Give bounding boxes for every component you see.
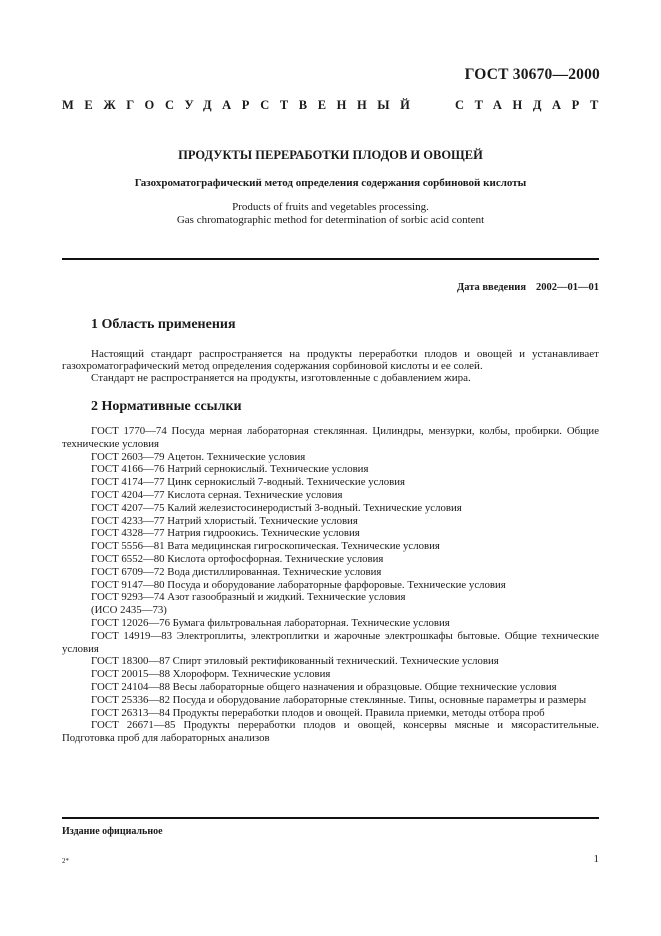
- reference-item: ГОСТ 9293—74 Азот газообразный и жидкий. Технические условия: [91, 591, 406, 604]
- references-list: [62, 425, 599, 745]
- section-heading-references: 2 Нормативные ссылки: [91, 399, 242, 414]
- reference-item: ГОСТ 6552—80 Кислота ортофосфорная. Технические условия: [91, 552, 384, 565]
- reference-item: ГОСТ 12026—76 Бумага фильтровальная лабораторная. Технические условия: [91, 616, 450, 629]
- reference-item: ГОСТ 4207—75 Калий железистосинеродистый 3-водный. Технические условия: [91, 501, 462, 514]
- page-number: 1: [593, 853, 599, 865]
- reference-item: ГОСТ 14919—83 Электроплиты, электроплитки и жарочные электрошкафы бытовые. Общие технические условия: [62, 629, 599, 655]
- reference-item: ГОСТ 6709—72 Вода дистиллированная. Технические условия: [91, 565, 382, 578]
- introduction-date-label: Дата введения: [457, 282, 526, 293]
- reference-item: (ИСО 2435—73): [91, 604, 167, 617]
- print-signature: 2*: [62, 857, 69, 865]
- official-edition-label: Издание официальное: [62, 826, 163, 837]
- scope-text: [62, 348, 599, 385]
- scope-paragraph-2: Стандарт не распространяется на продукты, изготовленные с добавлением жира.: [91, 372, 471, 385]
- reference-item: ГОСТ 4233—77 Натрий хлористый. Технические условия: [91, 514, 358, 527]
- english-title: [0, 201, 661, 227]
- reference-item: ГОСТ 18300—87 Спирт этиловый ректификованный технический. Технические условия: [91, 655, 499, 668]
- standard-word: СТАНДАРТ: [454, 98, 609, 112]
- section-heading-scope: 1 Область применения: [91, 317, 236, 332]
- reference-item: ГОСТ 9147—80 Посуда и оборудование лабораторные фарфоровые. Технические условия: [91, 578, 506, 591]
- reference-item: ГОСТ 5556—81 Вата медицинская гигроскопическая. Технические условия: [91, 540, 440, 553]
- reference-item: ГОСТ 26671—85 Продукты переработки плодов и овощей, консервы мясные и мясорастительные. Подготовка проб для лабораторных анализов: [62, 719, 599, 745]
- interstate-word: МЕЖГОСУДАРСТВЕННЫЙ: [62, 98, 421, 112]
- reference-item: ГОСТ 20015—88 Хлороформ. Технические условия: [91, 668, 331, 681]
- reference-item: ГОСТ 25336—82 Посуда и оборудование лабораторные стеклянные. Типы, основные параметры и размеры: [91, 693, 587, 706]
- bottom-divider: [62, 817, 599, 819]
- english-title-line1: Products of fruits and vegetables processing.: [232, 201, 429, 213]
- scope-paragraph-1: Настоящий стандарт распространяется на продукты переработки плодов и овощей и устанавливает газохроматографический метод определения содержания сорбиновой кислоты и ее солей.: [62, 348, 599, 373]
- reference-item: ГОСТ 4166—76 Натрий сернокислый. Технические условия: [91, 463, 369, 476]
- interstate-standard-banner: [62, 98, 609, 113]
- reference-item: ГОСТ 24104—88 Весы лабораторные общего назначения и образцовые. Общие технические условия: [91, 680, 557, 693]
- document-title: ПРОДУКТЫ ПЕРЕРАБОТКИ ПЛОДОВ И ОВОЩЕЙ: [178, 148, 483, 162]
- document-subtitle: Газохроматографический метод определения содержания сорбиновой кислоты: [134, 177, 527, 189]
- english-title-line2: Gas chromatographic method for determination of sorbic acid content: [176, 214, 485, 226]
- introduction-date: [457, 282, 599, 293]
- reference-item: ГОСТ 4204—77 Кислота серная. Технические условия: [91, 488, 343, 501]
- reference-item: ГОСТ 4174—77 Цинк сернокислый 7-водный. Технические условия: [91, 476, 406, 489]
- reference-item: ГОСТ 26313—84 Продукты переработки плодов и овощей. Правила приемки, методы отбора проб: [91, 706, 545, 719]
- top-divider: [62, 258, 599, 260]
- reference-item: ГОСТ 1770—74 Посуда мерная лабораторная стеклянная. Цилиндры, мензурки, колбы, пробирки. Общие технические условия: [62, 425, 599, 450]
- reference-item: ГОСТ 2603—79 Ацетон. Технические условия: [91, 450, 306, 463]
- introduction-date-value: 2002—01—01: [536, 282, 599, 293]
- gost-number: ГОСТ 30670—2000: [464, 66, 600, 83]
- reference-item: ГОСТ 4328—77 Натрия гидроокись. Технические условия: [91, 527, 360, 540]
